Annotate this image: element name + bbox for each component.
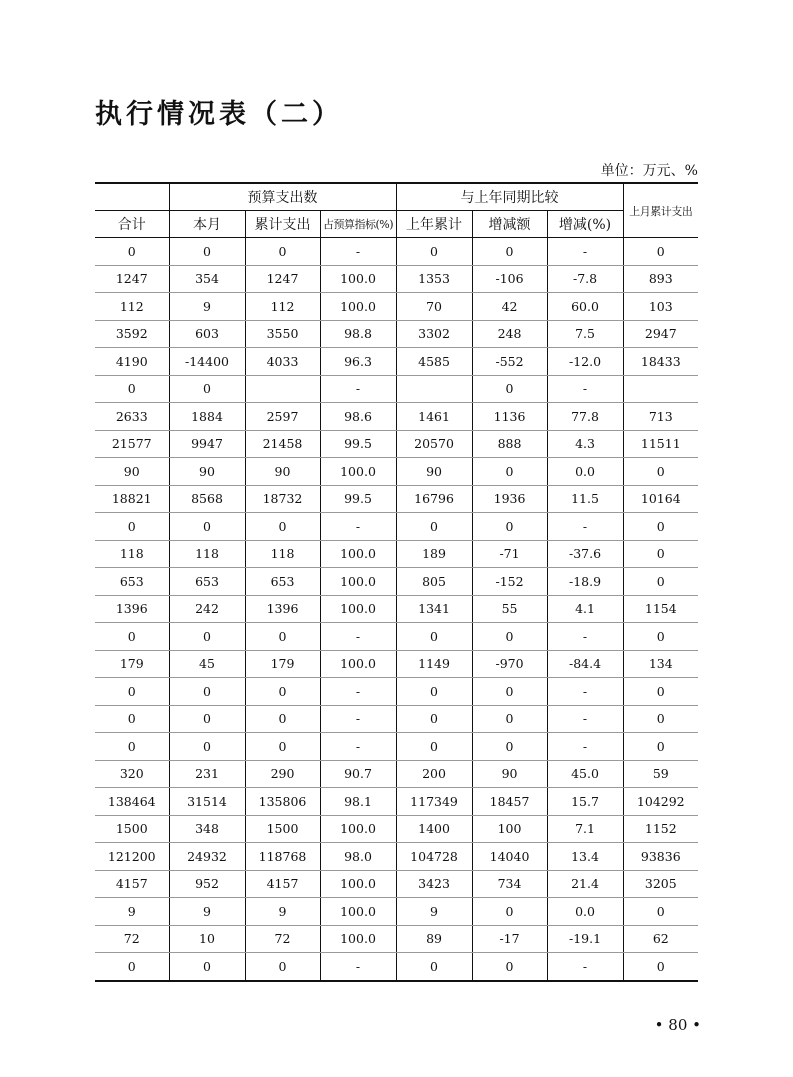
table-cell: 11.5 — [547, 485, 623, 513]
table-cell: 7.5 — [547, 320, 623, 348]
table-cell: 0 — [245, 238, 320, 266]
table-cell: - — [547, 678, 623, 706]
table-cell: 0 — [623, 705, 698, 733]
table-row — [95, 898, 698, 926]
table-cell: 0 — [95, 375, 169, 403]
table-cell: -14400 — [169, 348, 245, 376]
table-cell: 55 — [472, 595, 547, 623]
table-cell: - — [547, 705, 623, 733]
page-title: 执行情况表（二） — [95, 99, 343, 130]
table-cell: 1936 — [472, 485, 547, 513]
table-cell: 93836 — [623, 843, 698, 871]
table-cell: 70 — [396, 293, 472, 321]
table-cell: 99.5 — [320, 485, 396, 513]
table-cell: 0 — [472, 953, 547, 981]
table-cell: 3205 — [623, 870, 698, 898]
table-cell: 0 — [95, 623, 169, 651]
table-cell: 4.3 — [547, 430, 623, 458]
table-cell: 2597 — [245, 403, 320, 431]
table-cell: 118 — [169, 540, 245, 568]
table-cell: 893 — [623, 265, 698, 293]
table-cell: 100.0 — [320, 870, 396, 898]
table-cell: 603 — [169, 320, 245, 348]
table-cell: 4157 — [245, 870, 320, 898]
table-cell: 0 — [396, 623, 472, 651]
table-cell: 0 — [245, 623, 320, 651]
table-cell — [623, 375, 698, 403]
table-cell: 0 — [95, 513, 169, 541]
table-cell: 96.3 — [320, 348, 396, 376]
table-row — [95, 293, 698, 321]
table-cell: 117349 — [396, 788, 472, 816]
table-cell: 3423 — [396, 870, 472, 898]
header-group-compare: 与上年同期比较 — [396, 183, 623, 211]
table-cell: 1500 — [95, 815, 169, 843]
table-cell: 2633 — [95, 403, 169, 431]
table-cell: 24932 — [169, 843, 245, 871]
table-cell: - — [320, 953, 396, 981]
table-cell: 0 — [169, 513, 245, 541]
table-cell: 21577 — [95, 430, 169, 458]
table-cell: 90 — [245, 458, 320, 486]
table-cell: 231 — [169, 760, 245, 788]
table-cell: 3592 — [95, 320, 169, 348]
table-row — [95, 815, 698, 843]
table-cell: 100.0 — [320, 650, 396, 678]
table-cell: 4.1 — [547, 595, 623, 623]
table-row — [95, 925, 698, 953]
table-cell: 21458 — [245, 430, 320, 458]
table-row — [95, 513, 698, 541]
table-cell: 0 — [169, 705, 245, 733]
table-cell: 1247 — [245, 265, 320, 293]
table-cell: - — [547, 623, 623, 651]
table-cell: 0 — [169, 375, 245, 403]
table-cell: - — [320, 375, 396, 403]
table-cell: 0 — [623, 568, 698, 596]
table-cell: 653 — [169, 568, 245, 596]
table-cell: 90 — [396, 458, 472, 486]
table-cell: 14040 — [472, 843, 547, 871]
page-number: • 80 • — [654, 1016, 701, 1034]
table-cell: 9 — [169, 293, 245, 321]
table-cell: 888 — [472, 430, 547, 458]
table-row — [95, 430, 698, 458]
table-cell: 290 — [245, 760, 320, 788]
table-row — [95, 375, 698, 403]
table-cell: 0 — [95, 953, 169, 981]
table-cell: 118 — [245, 540, 320, 568]
table-cell: 2947 — [623, 320, 698, 348]
table-cell: 0 — [396, 733, 472, 761]
table-cell: 134 — [623, 650, 698, 678]
table-cell: 0 — [95, 678, 169, 706]
table-cell: 0 — [396, 705, 472, 733]
table-cell: 9947 — [169, 430, 245, 458]
table-cell: 1400 — [396, 815, 472, 843]
table-cell: 1152 — [623, 815, 698, 843]
table-cell: 118768 — [245, 843, 320, 871]
table-cell: 0 — [623, 733, 698, 761]
table-cell: 9 — [95, 898, 169, 926]
table-cell: 653 — [95, 568, 169, 596]
table-cell: 0 — [245, 705, 320, 733]
table-cell: 0 — [472, 238, 547, 266]
table-cell: - — [547, 238, 623, 266]
table-cell: - — [320, 678, 396, 706]
table-row — [95, 623, 698, 651]
table-cell: 0 — [95, 733, 169, 761]
table-cell: 1136 — [472, 403, 547, 431]
table-cell: 1154 — [623, 595, 698, 623]
table-cell: 0 — [245, 733, 320, 761]
table-cell: 138464 — [95, 788, 169, 816]
table-cell: 0 — [472, 623, 547, 651]
table-cell: 189 — [396, 540, 472, 568]
table-cell: 3550 — [245, 320, 320, 348]
table-cell: 77.8 — [547, 403, 623, 431]
table-cell: 90 — [95, 458, 169, 486]
table-cell: 0 — [472, 375, 547, 403]
table-cell: 0 — [472, 898, 547, 926]
table-cell: 104292 — [623, 788, 698, 816]
table-cell: 100.0 — [320, 815, 396, 843]
table-cell: - — [320, 513, 396, 541]
table-row — [95, 705, 698, 733]
header-this-month: 本月 — [169, 211, 245, 238]
table-cell: 0 — [169, 623, 245, 651]
table-cell: 100.0 — [320, 293, 396, 321]
table-row — [95, 650, 698, 678]
table-cell: 59 — [623, 760, 698, 788]
table-cell: 0 — [396, 678, 472, 706]
table-row — [95, 348, 698, 376]
table-cell: 1500 — [245, 815, 320, 843]
table-cell: 18732 — [245, 485, 320, 513]
table-cell: 4585 — [396, 348, 472, 376]
table-cell: - — [547, 733, 623, 761]
table-row — [95, 403, 698, 431]
table-row — [95, 485, 698, 513]
table-row — [95, 953, 698, 981]
table-cell: 10164 — [623, 485, 698, 513]
table-cell: 1149 — [396, 650, 472, 678]
table-cell: 1396 — [95, 595, 169, 623]
table-cell: 9 — [396, 898, 472, 926]
table-cell: 45.0 — [547, 760, 623, 788]
table-cell: 89 — [396, 925, 472, 953]
header-cumulative: 累计支出 — [245, 211, 320, 238]
table-cell: 952 — [169, 870, 245, 898]
table-cell: 90 — [169, 458, 245, 486]
table-cell: 42 — [472, 293, 547, 321]
table-cell: 7.1 — [547, 815, 623, 843]
table-cell: 0 — [169, 238, 245, 266]
table-cell: 0 — [396, 953, 472, 981]
table-cell: 200 — [396, 760, 472, 788]
table-cell: 0.0 — [547, 898, 623, 926]
table-cell: 0 — [169, 953, 245, 981]
table-cell: -152 — [472, 568, 547, 596]
table-cell: 1247 — [95, 265, 169, 293]
table-cell: 13.4 — [547, 843, 623, 871]
table-cell: 100.0 — [320, 595, 396, 623]
table-cell: 18821 — [95, 485, 169, 513]
table-cell: 1396 — [245, 595, 320, 623]
table-cell: 0 — [623, 623, 698, 651]
table-cell: 90 — [472, 760, 547, 788]
table-row — [95, 568, 698, 596]
header-last-month-cumulative: 上月累计支出 — [623, 183, 698, 238]
table-cell: 4033 — [245, 348, 320, 376]
table-cell: -19.1 — [547, 925, 623, 953]
table-cell: 1341 — [396, 595, 472, 623]
table-cell: 0 — [623, 458, 698, 486]
table-row — [95, 265, 698, 293]
table-cell: 0 — [245, 513, 320, 541]
header-change-amount: 增减额 — [472, 211, 547, 238]
table-cell: 0 — [169, 678, 245, 706]
table-cell: 72 — [245, 925, 320, 953]
table-cell: 0 — [245, 678, 320, 706]
unit-label: 单位：万元、% — [600, 163, 698, 179]
table-cell: 8568 — [169, 485, 245, 513]
table-cell: - — [320, 238, 396, 266]
table-cell: 805 — [396, 568, 472, 596]
table-cell: 0 — [472, 458, 547, 486]
table-cell: 9 — [245, 898, 320, 926]
table-row — [95, 760, 698, 788]
table-cell: -7.8 — [547, 265, 623, 293]
table-cell: 100.0 — [320, 458, 396, 486]
table-cell: 0 — [396, 513, 472, 541]
table-cell: 0 — [623, 953, 698, 981]
table-cell: 0.0 — [547, 458, 623, 486]
table-cell: 121200 — [95, 843, 169, 871]
table-cell: 100.0 — [320, 925, 396, 953]
table-cell: 18433 — [623, 348, 698, 376]
table-cell: 0 — [623, 238, 698, 266]
table-cell: 98.8 — [320, 320, 396, 348]
table-cell: 60.0 — [547, 293, 623, 321]
table-cell: 99.5 — [320, 430, 396, 458]
table-cell: 10 — [169, 925, 245, 953]
table-cell: -552 — [472, 348, 547, 376]
table-cell: -970 — [472, 650, 547, 678]
table-cell: 100.0 — [320, 568, 396, 596]
table-cell: 100 — [472, 815, 547, 843]
table-cell: 4157 — [95, 870, 169, 898]
table-cell: 100.0 — [320, 540, 396, 568]
table-cell: 1884 — [169, 403, 245, 431]
header-total: 合计 — [95, 211, 169, 238]
table-row — [95, 238, 698, 266]
table-cell: 4190 — [95, 348, 169, 376]
table-cell: -12.0 — [547, 348, 623, 376]
table-cell: 354 — [169, 265, 245, 293]
table-cell: 242 — [169, 595, 245, 623]
table-cell: 0 — [472, 678, 547, 706]
table-cell: 11511 — [623, 430, 698, 458]
table-cell: 653 — [245, 568, 320, 596]
table-row — [95, 320, 698, 348]
table-row — [95, 458, 698, 486]
table-cell: 0 — [472, 513, 547, 541]
table-cell: 20570 — [396, 430, 472, 458]
table-cell: 112 — [245, 293, 320, 321]
table-cell: - — [320, 733, 396, 761]
table-cell: 16796 — [396, 485, 472, 513]
table-cell: 3302 — [396, 320, 472, 348]
table-cell: 0 — [623, 540, 698, 568]
execution-table — [95, 182, 698, 982]
table-cell: 9 — [169, 898, 245, 926]
table-cell: 18457 — [472, 788, 547, 816]
table-cell: -18.9 — [547, 568, 623, 596]
table-cell: 713 — [623, 403, 698, 431]
table-cell: 179 — [95, 650, 169, 678]
table-cell: -71 — [472, 540, 547, 568]
header-pct-budget: 占预算指标(%) — [320, 211, 396, 238]
table-cell: 100.0 — [320, 265, 396, 293]
table-cell: 100.0 — [320, 898, 396, 926]
table-row — [95, 733, 698, 761]
table-cell: 104728 — [396, 843, 472, 871]
table-cell: 0 — [245, 953, 320, 981]
table-row — [95, 595, 698, 623]
table-cell: 21.4 — [547, 870, 623, 898]
table-cell: 62 — [623, 925, 698, 953]
table-cell: 45 — [169, 650, 245, 678]
table-cell: 103 — [623, 293, 698, 321]
table-cell: -106 — [472, 265, 547, 293]
table-cell — [245, 375, 320, 403]
table-cell: -37.6 — [547, 540, 623, 568]
table-cell: 0 — [472, 733, 547, 761]
table-cell: - — [320, 705, 396, 733]
table-cell: 0 — [95, 705, 169, 733]
table-cell: 179 — [245, 650, 320, 678]
table-cell: 0 — [396, 238, 472, 266]
table-body — [95, 238, 698, 981]
table-cell: -17 — [472, 925, 547, 953]
table-cell: 98.1 — [320, 788, 396, 816]
table-cell: 248 — [472, 320, 547, 348]
table-cell: 135806 — [245, 788, 320, 816]
table-cell: - — [547, 513, 623, 541]
table-cell: 1353 — [396, 265, 472, 293]
table-cell: 0 — [623, 513, 698, 541]
table-cell: 320 — [95, 760, 169, 788]
header-last-year-cumulative: 上年累计 — [396, 211, 472, 238]
table-cell: 734 — [472, 870, 547, 898]
table-cell: 348 — [169, 815, 245, 843]
table-cell: 98.0 — [320, 843, 396, 871]
table-cell: 90.7 — [320, 760, 396, 788]
table-cell: - — [547, 375, 623, 403]
table-cell: 118 — [95, 540, 169, 568]
table-cell: - — [547, 953, 623, 981]
table-cell: 112 — [95, 293, 169, 321]
table-cell — [396, 375, 472, 403]
table-cell: - — [320, 623, 396, 651]
table-cell: 0 — [169, 733, 245, 761]
table-row — [95, 843, 698, 871]
table-cell: -84.4 — [547, 650, 623, 678]
table-cell: 0 — [623, 898, 698, 926]
table-row — [95, 870, 698, 898]
table-cell: 0 — [623, 678, 698, 706]
table-row — [95, 678, 698, 706]
table-cell: 0 — [472, 705, 547, 733]
table-cell: 72 — [95, 925, 169, 953]
table-cell: 31514 — [169, 788, 245, 816]
table-cell: 0 — [95, 238, 169, 266]
table-cell: 1461 — [396, 403, 472, 431]
table-row — [95, 788, 698, 816]
header-change-pct: 增减(%) — [547, 211, 623, 238]
table-row — [95, 540, 698, 568]
table-cell: 15.7 — [547, 788, 623, 816]
table-cell: 98.6 — [320, 403, 396, 431]
header-blank — [95, 183, 169, 211]
header-group-budget: 预算支出数 — [169, 183, 396, 211]
